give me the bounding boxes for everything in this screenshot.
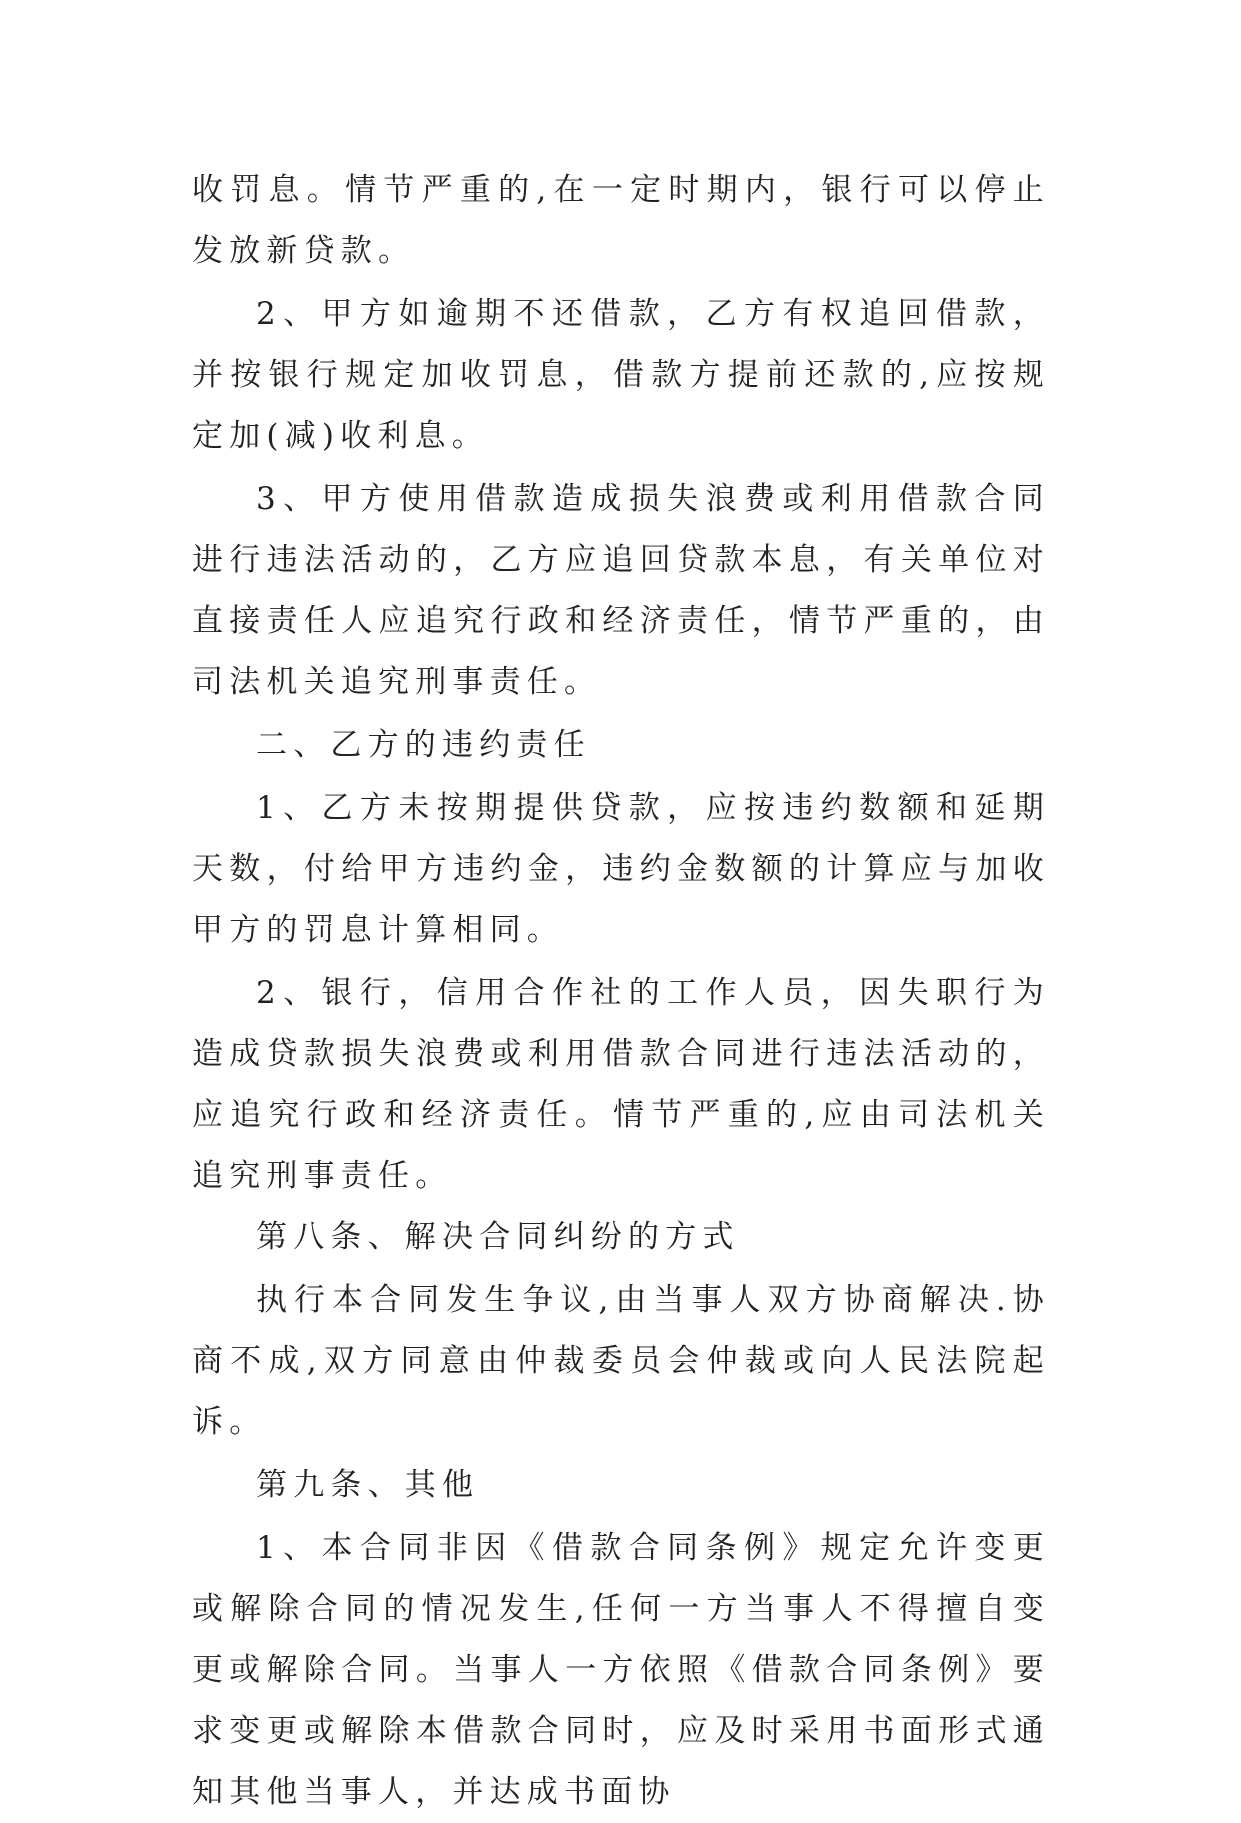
paragraph-penalty-continued: 收罚息。情节严重的,在一定时期内，银行可以停止发放新贷款。 (192, 172, 1050, 269)
paragraph-dispute-resolution: 执行本合同发生争议,由当事人双方协商解决.协商不成,双方同意由仲裁委员会仲裁或向人民法院起诉。 (192, 1282, 1050, 1440)
article-heading-8: 第八条、解决合同纠纷的方式 (256, 1219, 740, 1255)
paragraph-lender-clause-2: 2、银行，信用合作社的工作人员，因失职行为造成贷款损失浪费或利用借款合同进行违法活动的，应追究行政和经济责任。情节严重的,应由司法机关追究刑事责任。 (192, 975, 1050, 1194)
document-body (192, 160, 1050, 1823)
paragraph-clause-3-misuse: 3、甲方使用借款造成损失浪费或利用借款合同进行违法活动的，乙方应追回贷款本息，有关单位对直接责任人应追究行政和经济责任，情节严重的，由司法机关追究刑事责任。 (192, 481, 1050, 700)
paragraph-other-clause-1: 1、本合同非因《借款合同条例》规定允许变更或解除合同的情况发生,任何一方当事人不得擅自变更或解除合同。当事人一方依照《借款合同条例》要求变更或解除本借款合同时，应及时采用书面形式通知其他当事人，并达成书面协 (192, 1530, 1050, 1810)
paragraph-lender-clause-1: 1、乙方未按期提供贷款，应按违约数额和延期天数，付给甲方违约金，违约金数额的计算应与加收甲方的罚息计算相同。 (192, 790, 1050, 948)
article-heading-9: 第九条、其他 (256, 1467, 480, 1503)
paragraph-clause-2-overdue: 2、甲方如逾期不还借款，乙方有权追回借款，并按银行规定加收罚息，借款方提前还款的,应按规定加(减)收利息。 (192, 296, 1050, 454)
section-heading-lender-liability: 二、乙方的违约责任 (256, 727, 591, 763)
